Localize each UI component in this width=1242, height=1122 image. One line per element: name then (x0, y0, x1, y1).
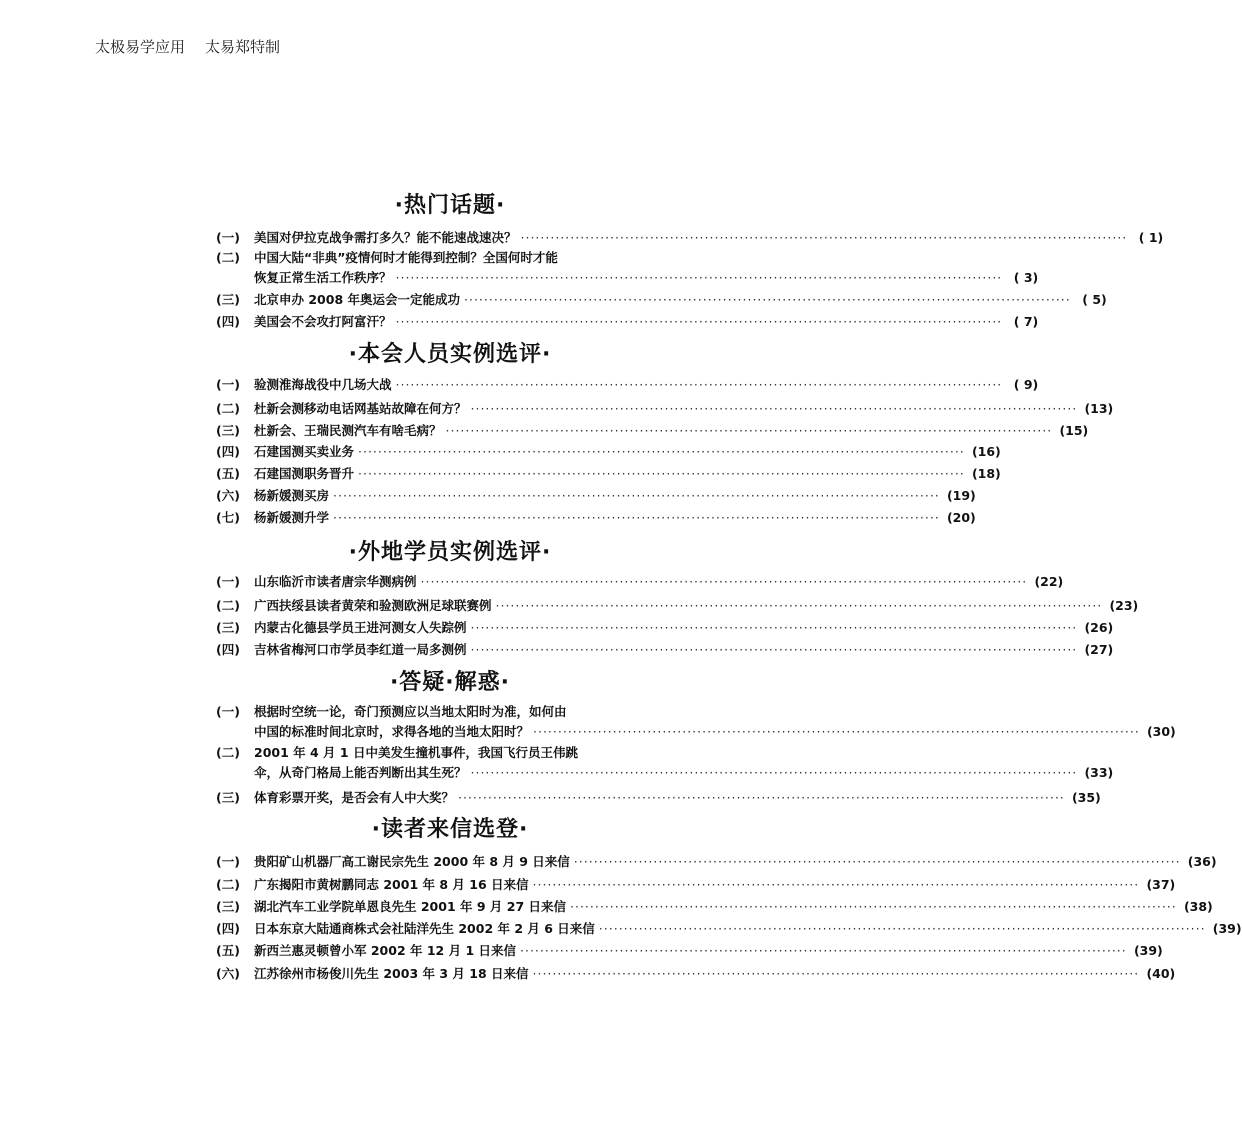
page-number: (33) (1084, 765, 1114, 780)
dot-leader (333, 486, 940, 506)
toc-entry[interactable] (216, 486, 976, 506)
dot-leader (333, 508, 940, 528)
dot-leader (396, 312, 1003, 332)
toc-entry[interactable] (216, 964, 1176, 984)
toc-entry[interactable] (216, 312, 1039, 332)
toc-entry[interactable] (216, 618, 1114, 638)
page-number: ( 5) (1082, 292, 1107, 307)
entry-title: 恢复正常生活工作秩序？ (254, 270, 392, 285)
page-header (95, 36, 280, 57)
dot-leader (521, 228, 1128, 248)
section-title: ·热门话题· (394, 193, 506, 218)
entry-number: (五) (216, 943, 240, 958)
page-number: ( 9) (1013, 377, 1039, 392)
entry-title: 广西扶绥县读者黄荣和验测欧洲足球联赛例 (254, 598, 492, 613)
entry-title: 杜新会、王瑞民测汽车有啥毛病？ (254, 423, 442, 438)
entry-title: 吉林省梅河口市学员李红道一局多测例 (254, 642, 467, 657)
entry-number: (四) (216, 444, 240, 459)
entry-title: 石建国测买卖业务 (254, 444, 355, 459)
entry-number: (三) (216, 899, 240, 914)
entry-number: (六) (216, 488, 240, 503)
dot-leader (533, 964, 1140, 984)
page-number: (36) (1187, 854, 1217, 869)
page-number: (40) (1146, 966, 1176, 981)
entry-title: 中国大陆“非典”疫情何时才能得到控制？全国何时才能 (254, 250, 558, 265)
entry-number: (四) (216, 921, 240, 936)
entry-title: 内蒙古化德县学员王进河测女人失踪例 (254, 620, 467, 635)
entry-title: 2001 年 4 月 1 日中美发生撞机事件，我国飞行员王伟跳 (254, 745, 578, 760)
page-number: (27) (1084, 642, 1114, 657)
toc-entry[interactable] (216, 464, 1001, 484)
entry-number: (三) (216, 292, 240, 307)
toc-entry[interactable] (216, 919, 1242, 939)
dot-leader (446, 421, 1053, 441)
page-number: (35) (1071, 790, 1101, 805)
toc-entry[interactable] (216, 572, 1064, 592)
entry-number: (六) (216, 966, 240, 981)
page-number: (30) (1146, 724, 1176, 739)
entry-number: (五) (216, 466, 240, 481)
dot-leader (496, 596, 1103, 616)
dot-leader (458, 788, 1065, 808)
entry-title: 广东揭阳市黄树鹏同志 2001 年 8 月 16 日来信 (254, 877, 529, 892)
toc-entry[interactable] (216, 875, 1176, 895)
toc-entry[interactable] (216, 702, 1176, 742)
page-number: (15) (1059, 423, 1089, 438)
dot-leader (358, 464, 965, 484)
entry-title: 中国的标准时间北京时，求得各地的当地太阳时？ (254, 724, 530, 739)
page-number: (22) (1034, 574, 1064, 589)
entry-number: (四) (216, 642, 240, 657)
page-number: ( 7) (1013, 314, 1039, 329)
entry-title: 美国会不会攻打阿富汗？ (254, 314, 392, 329)
entry-title: 石建国测职务晋升 (254, 466, 355, 481)
dot-leader (471, 618, 1078, 638)
entry-number: (二) (216, 745, 240, 760)
dot-leader (570, 897, 1177, 917)
page-number: (39) (1133, 943, 1163, 958)
entry-number: (二) (216, 598, 240, 613)
entry-number: (一) (216, 574, 240, 589)
entry-title: 验测淮海战役中几场大战 (254, 377, 392, 392)
dot-leader (599, 919, 1206, 939)
page-number: ( 3) (1013, 270, 1039, 285)
dot-leader (421, 572, 1028, 592)
entry-title: 湖北汽车工业学院单恩良先生 2001 年 9 月 27 日来信 (254, 899, 566, 914)
toc-entry[interactable] (216, 248, 1039, 288)
page-number: ( 1) (1138, 230, 1164, 245)
entry-number: (二) (216, 250, 240, 265)
dot-leader (574, 852, 1181, 872)
dot-leader (471, 640, 1078, 660)
entry-title: 山东临沂市读者唐宗华测病例 (254, 574, 417, 589)
toc-entry[interactable] (216, 788, 1101, 808)
section-title: ·外地学员实例选评· (348, 540, 552, 565)
toc-entry[interactable] (216, 743, 1114, 783)
dot-leader (464, 290, 1071, 310)
toc-entry[interactable] (216, 640, 1114, 660)
page-number: (18) (971, 466, 1001, 481)
entry-number: (一) (216, 704, 240, 719)
dot-leader (533, 722, 1140, 742)
page-number: (13) (1084, 401, 1114, 416)
header-right: 太易郑特制 (205, 38, 281, 56)
dot-leader (471, 763, 1078, 783)
entry-title: 日本东京大陆通商株式会社陆洋先生 2002 年 2 月 6 日来信 (254, 921, 595, 936)
toc-entry[interactable] (216, 399, 1114, 419)
dot-leader (471, 399, 1078, 419)
entry-number: (一) (216, 377, 240, 392)
entry-number: (一) (216, 230, 240, 245)
entry-number: (三) (216, 790, 240, 805)
entry-title: 北京申办 2008 年奥运会一定能成功 (254, 292, 460, 307)
toc-entry[interactable] (216, 228, 1164, 248)
entry-number: (七) (216, 510, 240, 525)
entry-number: (三) (216, 620, 240, 635)
dot-leader (358, 442, 965, 462)
entry-title: 杨新媛测升学 (254, 510, 330, 525)
section-title: ·读者来信选登· (371, 817, 529, 842)
entry-title: 美国对伊拉克战争需打多久？能不能速战速决？ (254, 230, 517, 245)
dot-leader (520, 941, 1127, 961)
entry-title: 江苏徐州市杨俊川先生 2003 年 3 月 18 日来信 (254, 966, 529, 981)
toc-entry[interactable] (216, 508, 976, 528)
toc-entry[interactable] (216, 897, 1213, 917)
header-left: 太极易学应用 (95, 38, 186, 56)
page-number: (20) (946, 510, 976, 525)
page-number: (39) (1212, 921, 1242, 936)
entry-number: (一) (216, 854, 240, 869)
entry-number: (二) (216, 877, 240, 892)
toc-entry[interactable] (216, 375, 1039, 395)
entry-title: 伞，从奇门格局上能否判断出其生死？ (254, 765, 467, 780)
entry-title: 杨新媛测买房 (254, 488, 330, 503)
entry-number: (二) (216, 401, 240, 416)
entry-title: 新西兰惠灵顿曾小军 2002 年 12 月 1 日来信 (254, 943, 516, 958)
entry-title: 体育彩票开奖，是否会有人中大奖？ (254, 790, 455, 805)
toc-entry[interactable] (216, 941, 1163, 961)
page-number: (37) (1146, 877, 1176, 892)
entry-title: 根据时空统一论，奇门预测应以当地太阳时为准，如何由 (254, 704, 567, 719)
entry-title: 贵阳矿山机器厂高工谢民宗先生 2000 年 8 月 9 日来信 (254, 854, 570, 869)
entry-title: 杜新会测移动电话网基站故障在何方？ (254, 401, 467, 416)
page-number: (23) (1109, 598, 1139, 613)
page-number: (19) (946, 488, 976, 503)
toc-entry[interactable] (216, 290, 1107, 310)
dot-leader (396, 375, 1003, 395)
dot-leader (396, 268, 1003, 288)
toc-entry[interactable] (216, 442, 1001, 462)
toc-entry[interactable] (216, 421, 1089, 441)
section-title: ·答疑·解惑· (389, 670, 511, 695)
page-number: (26) (1084, 620, 1114, 635)
dot-leader (533, 875, 1140, 895)
toc-entry[interactable] (216, 852, 1217, 872)
entry-number: (四) (216, 314, 240, 329)
section-title: ·本会人员实例选评· (348, 342, 552, 367)
toc-entry[interactable] (216, 596, 1139, 616)
page-number: (38) (1183, 899, 1213, 914)
entry-number: (三) (216, 423, 240, 438)
page-number: (16) (971, 444, 1001, 459)
